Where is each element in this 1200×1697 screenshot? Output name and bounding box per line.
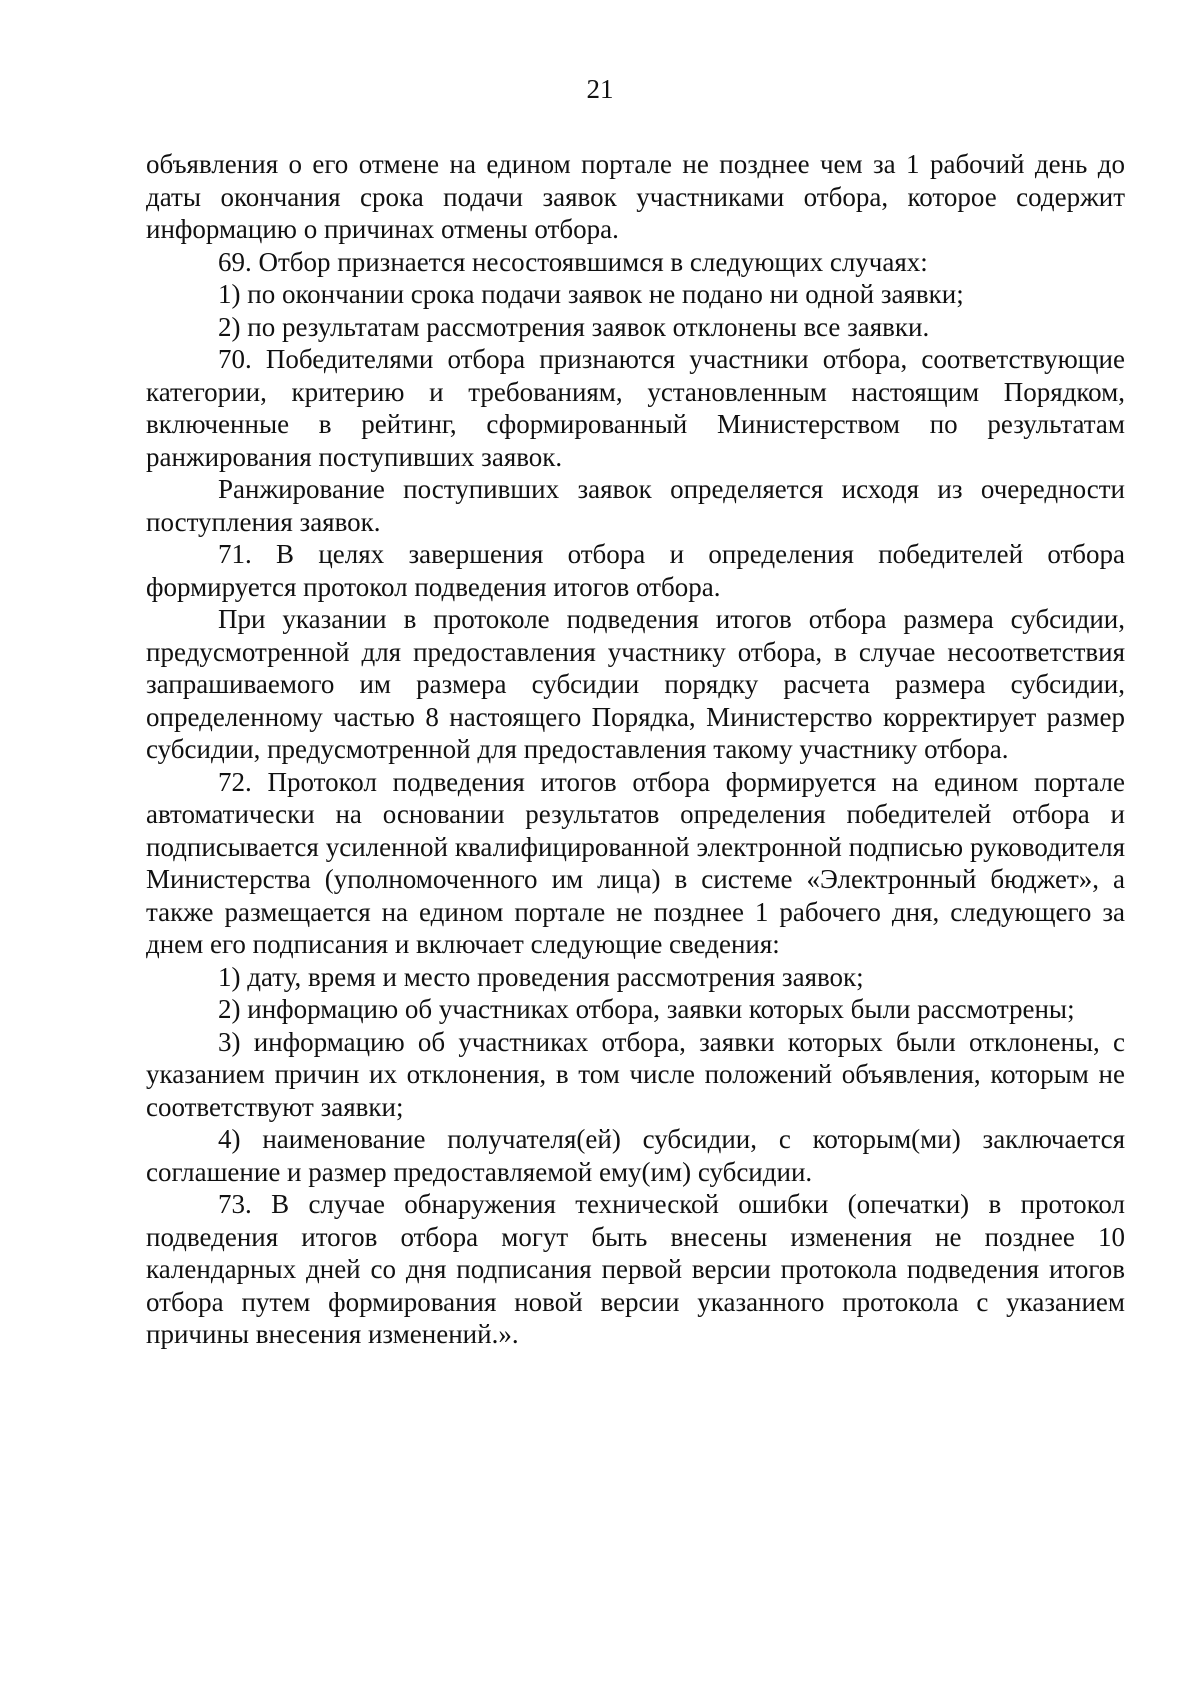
paragraph: 69. Отбор признается несостоявшимся в следующих случаях: <box>218 246 928 277</box>
document-body <box>146 148 1125 1351</box>
list-item: 1) дату, время и место проведения рассмотрения заявок; <box>218 961 864 992</box>
list-item: 2) информацию об участниках отбора, заявки которых были рассмотрены; <box>218 994 1075 1024</box>
paragraph: 70. Победителями отбора признаются участники отбора, соответствующие категории, критерию и требованиям, установленным настоящим Порядком, включенные в рейтинг, сформированный Министерством по результатам ранжирования поступивших заявок. <box>146 344 1125 472</box>
paragraph: 71. В целях завершения отбора и определения победителей отбора формируется протокол подведения итогов отбора. <box>146 539 1125 602</box>
list-item: 3) информацию об участниках отбора, заявки которых были отклонены, с указанием причин их отклонения, в том числе положений объявления, которым не соответствуют заявки; <box>146 1026 1125 1122</box>
paragraph: Ранжирование поступивших заявок определяется исходя из очередности поступления заявок. <box>146 474 1125 537</box>
list-item: 4) наименование получателя(ей) субсидии, с которым(ми) заключается соглашение и размер предоставляемой ему(им) субсидии. <box>146 1124 1125 1187</box>
list-item: 2) по результатам рассмотрения заявок отклонены все заявки. <box>218 311 930 342</box>
paragraph: 73. В случае обнаружения технической ошибки (опечатки) в протокол подведения итогов отбора могут быть внесены изменения не позднее 10 календарных дней со дня подписания первой версии протокола подведения итогов отбора путем формирования новой версии указанного протокола с указанием причины внесения изменений.». <box>146 1189 1125 1349</box>
paragraph: объявления о его отмене на едином портале не позднее чем за 1 рабочий день до даты окончания срока подачи заявок участниками отбора, которое содержит информацию о причинах отмены отбора. <box>146 149 1125 244</box>
paragraph: 72. Протокол подведения итогов отбора формируется на едином портале автоматически на основании результатов определения победителей отбора и подписывается усиленной квалифицированной электронной подписью руководителя Министерства (уполномоченного им лица) в системе «Электронный бюджет», а также размещается на едином портале не позднее 1 рабочего дня, следующего за днем его подписания и включает следующие сведения: <box>146 766 1125 959</box>
list-item: 1) по окончании срока подачи заявок не подано ни одной заявки; <box>218 279 964 309</box>
paragraph: При указании в протоколе подведения итогов отбора размера субсидии, предусмотренной для предоставления участнику отбора, в случае несоответствия запрашиваемого им размера субсидии порядку расчета размера субсидии, определенному частью 8 настоящего Порядка, Министерство корректирует размер субсидии, предусмотренной для предоставления такому участнику отбора. <box>146 604 1125 764</box>
page-number: 21 <box>586 74 614 104</box>
